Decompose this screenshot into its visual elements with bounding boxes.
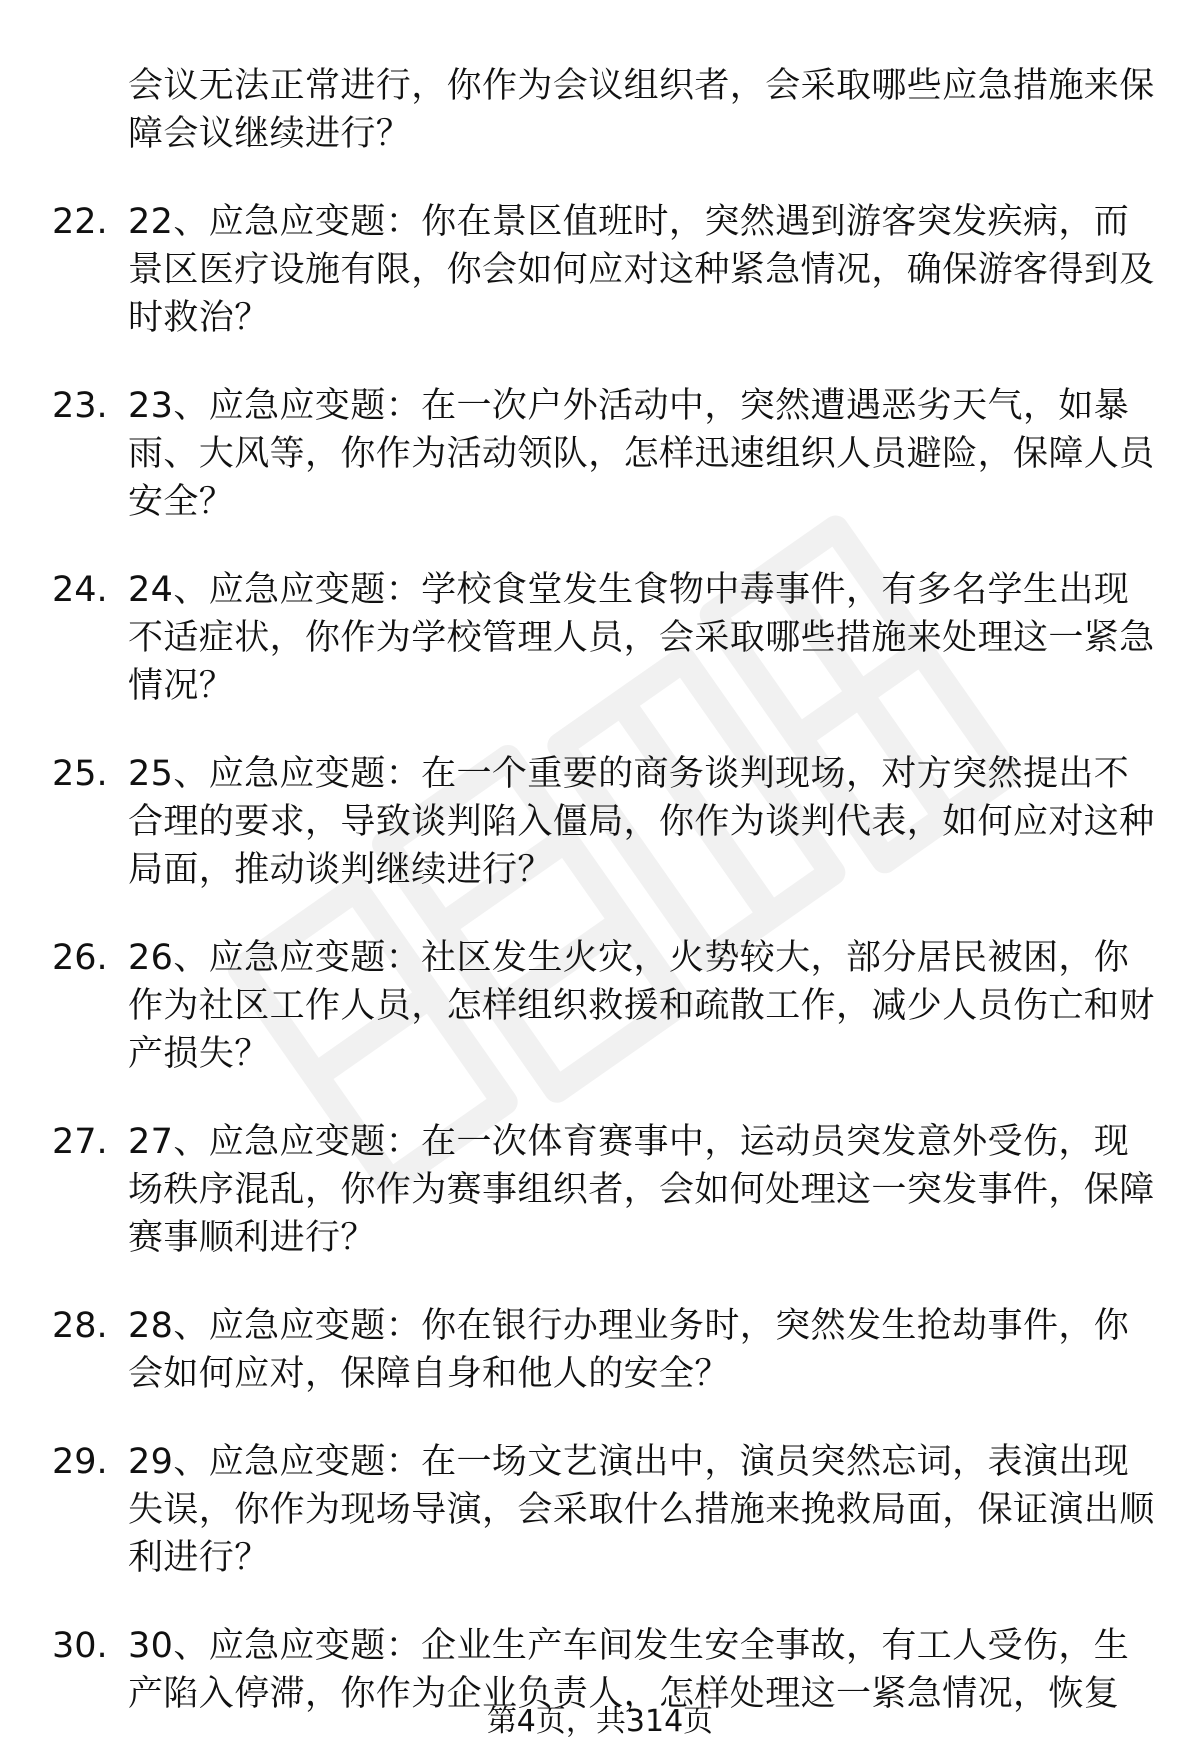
list-item (0, 566, 1200, 710)
list-item (0, 1118, 1200, 1262)
item-number: 23. (52, 386, 108, 426)
item-number: 22. (52, 202, 108, 242)
item-text: 26、应急应变题：社区发生火灾，火势较大，部分居民被困，你作为社区工作人员，怎样组织救援和疏散工作，减少人员伤亡和财产损失？ (128, 938, 1155, 1074)
list-item (0, 750, 1200, 894)
item-text: 29、应急应变题：在一场文艺演出中，演员突然忘词，表演出现失误，你作为现场导演，会采取什么措施来挽救局面，保证演出顺利进行？ (128, 1442, 1155, 1578)
item-text: 25、应急应变题：在一个重要的商务谈判现场，对方突然提出不合理的要求，导致谈判陷入僵局，你作为谈判代表，如何应对这种局面，推动谈判继续进行？ (128, 754, 1155, 890)
item-text: 24、应急应变题：学校食堂发生食物中毒事件，有多名学生出现不适症状，你作为学校管理人员，会采取哪些措施来处理这一紧急情况？ (128, 570, 1155, 706)
item-text: 27、应急应变题：在一次体育赛事中，运动员突发意外受伤，现场秩序混乱，你作为赛事组织者，会如何处理这一突发事件，保障赛事顺利进行？ (128, 1122, 1155, 1258)
item-text: 23、应急应变题：在一次户外活动中，突然遭遇恶劣天气，如暴雨、大风等，你作为活动领队，怎样迅速组织人员避险，保障人员安全？ (128, 386, 1155, 522)
item-number: 25. (52, 754, 108, 794)
item-number: 27. (52, 1122, 108, 1162)
list-item (0, 934, 1200, 1078)
item-text: 30、应急应变题：企业生产车间发生安全事故，有工人受伤，生产陷入停滞，你作为企业负责人，怎样处理这一紧急情况，恢复 (128, 1626, 1130, 1714)
question-list (0, 62, 1200, 1718)
continuation-text: 会议无法正常进行，你作为会议组织者，会采取哪些应急措施来保障会议继续进行？ (128, 66, 1155, 154)
item-number: 29. (52, 1442, 108, 1482)
item-text: 28、应急应变题：你在银行办理业务时，突然发生抢劫事件，你会如何应对，保障自身和他人的安全？ (128, 1306, 1130, 1394)
list-item (0, 382, 1200, 526)
list-item (0, 198, 1200, 342)
item-number: 28. (52, 1306, 108, 1346)
item-text: 22、应急应变题：你在景区值班时，突然遇到游客突发疾病，而景区医疗设施有限，你会如何应对这种紧急情况，确保游客得到及时救治？ (128, 202, 1155, 338)
item-number: 30. (52, 1626, 108, 1666)
list-item (0, 1438, 1200, 1582)
page-footer: 第4页，共314页 (486, 1704, 714, 1739)
item-number: 26. (52, 938, 108, 978)
list-item (0, 1302, 1200, 1398)
item-number: 24. (52, 570, 108, 610)
